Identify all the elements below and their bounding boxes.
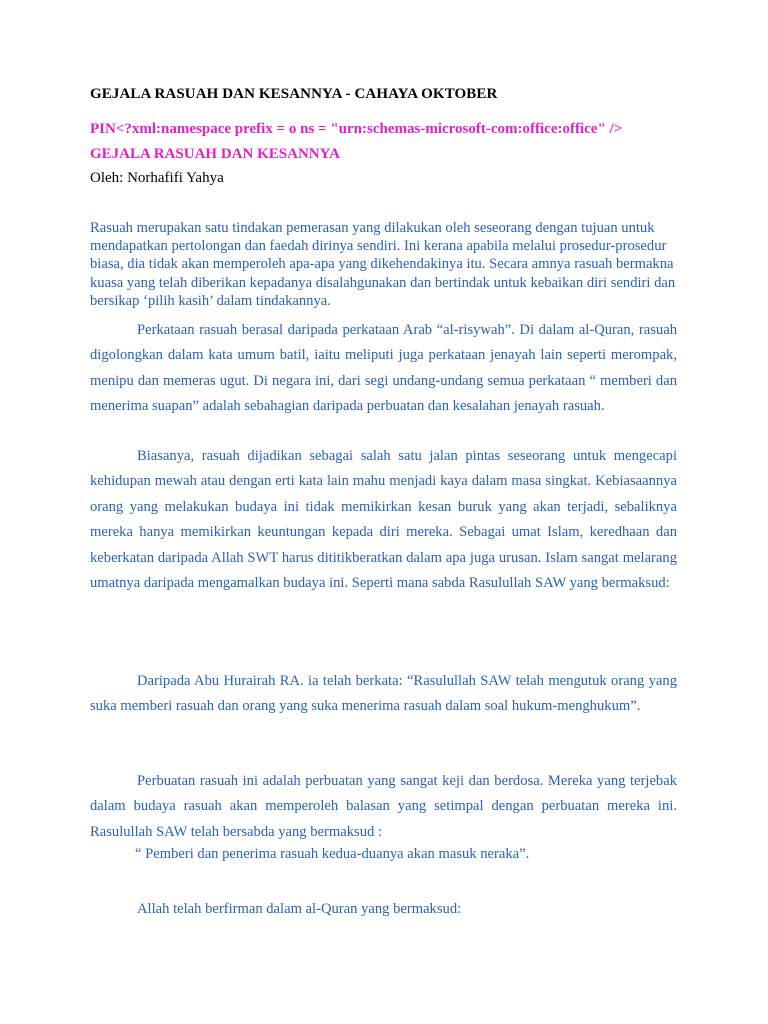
document-title: GEJALA RASUAH DAN KESANNYA - CAHAYA OKTOBER (90, 86, 498, 102)
paragraph-sin: Perbuatan rasuah ini adalah perbuatan yang sangat keji dan berdosa. Mereka yang terjebak dalam budaya rasuah akan memperoleh balasan yang setimpal dengan perbuatan mereka ini. Rasulullah SAW telah bersabda yang bermaksud : (90, 773, 677, 840)
author-line: Oleh: Norhafifi Yahya (90, 170, 224, 186)
paragraph-shortcut: Biasanya, rasuah dijadikan sebagai salah satu jalan pintas seseorang untuk mengecapi kehidupan mewah atau dengan erti kata lain mahu menjadi kaya dalam masa singkat. Kebiasaannya orang yang melakukan budaya ini tidak memikirkan kesan buruk yang akan terjadi, sebaliknya mereka hanya memikirkan keuntungan kepada diri mereka. Sebagai umat Islam, keredhaan dan keberkatan daripada Allah SWT harus dititikberatkan dalam apa juga urusan. Islam sangat melarang umatnya daripada mengamalkan budaya ini. Seperti mana sabda Rasulullah SAW yang bermaksud: (90, 448, 677, 592)
intro-paragraph: Rasuah merupakan satu tindakan pemerasan yang dilakukan oleh seseorang dengan tujuan untuk mendapatkan pertolongan dan faedah dirinya sendiri. Ini kerana apabila melalui prosedur-prosedur biasa, dia tidak akan memperoleh apa-apa yang dikehendakinya itu. Secara amnya rasuah bermakna kuasa yang telah diberikan kepadanya disalahgunakan dan bertindak untuk kebaikan diri sendiri dan bersikap ‘pilih kasih’ dalam tindakannya. (90, 220, 676, 309)
hadith-quote: “ Pemberi dan penerima rasuah kedua-duanya akan masuk neraka”. (135, 846, 530, 862)
pin-xml-namespace-line: PIN<?xml:namespace prefix = o ns = "urn:schemas-microsoft-com:office:office" /> (90, 121, 623, 137)
article-heading: GEJALA RASUAH DAN KESANNYA (90, 146, 340, 162)
paragraph-quran-intro: Allah telah berfirman dalam al-Quran yang bermaksud: (137, 901, 462, 917)
paragraph-etymology: Perkataan rasuah berasal daripada perkataan Arab “al-risywah”. Di dalam al-Quran, rasuah digolongkan dalam kata umum batil, iaitu meliputi juga perkataan jenayah lain seperti merompak, menipu dan memeras ugut. Di negara ini, dari segi undang-undang semua perkataan “ memberi dan menerima suapan” adalah sebahagian daripada perbuatan dan kesalahan jenayah rasuah. (90, 322, 677, 415)
paragraph-hadith-abu-hurairah: Daripada Abu Hurairah RA. ia telah berkata: “Rasulullah SAW telah mengutuk orang yang suka memberi rasuah dan orang yang suka menerima rasuah dalam soal hukum-menghukum”. (90, 673, 677, 715)
